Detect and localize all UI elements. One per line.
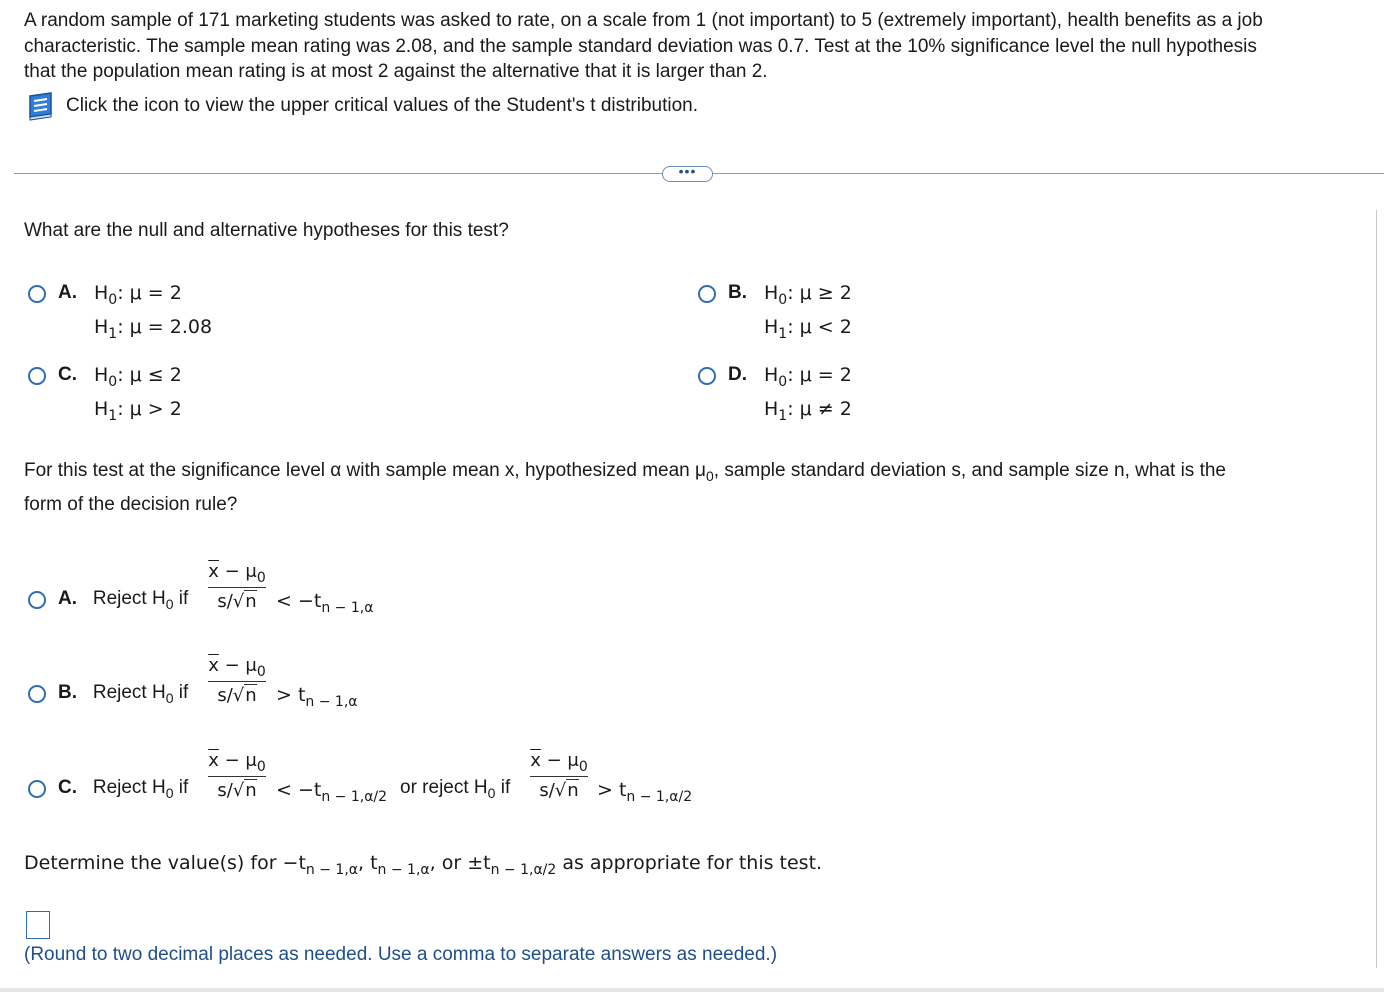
hypothesis-option-d-letter: D. <box>728 364 747 385</box>
hypothesis-option-b-h0: $H_0$: μ ≥ 2 <box>764 282 852 308</box>
t-table-link-label[interactable]: Click the icon to view the upper critical values of the Student's t distribution. <box>66 95 699 116</box>
critical-value-answer-input[interactable] <box>26 911 50 939</box>
decision-option-c-critical-upper: > $t_{n - 1,\alpha/2}$ <box>597 779 693 805</box>
hypothesis-option-c-letter: C. <box>58 364 77 385</box>
decision-option-c-label: C. Reject $H_0$ if <box>58 777 189 801</box>
hypothesis-option-b-radio[interactable] <box>698 285 716 303</box>
question-line-2: characteristic. The sample mean rating was 2.08, and the sample standard deviation was 0.7. Test at the 10% significance level the null hypothesis <box>24 35 1257 57</box>
hypothesis-option-a-radio[interactable] <box>28 285 46 303</box>
hypothesis-option-a-letter: A. <box>58 282 77 303</box>
decision-option-b-critical: > $t_{n - 1,\alpha}$ <box>276 684 358 710</box>
hypothesis-option-c-h0: $H_0$: μ ≤ 2 <box>94 364 182 390</box>
decision-option-c-radio[interactable] <box>28 780 46 798</box>
decision-rule-prompt-line-2: form of the decision rule? <box>24 494 238 515</box>
question-line-3: that the population mean rating is at most 2 against the alternative that it is larger than 2. <box>24 61 768 82</box>
decision-option-a-critical: < $-t_{n - 1,\alpha}$ <box>276 590 374 616</box>
decision-option-c-statistic: $\overline{x} - \mu_0$ s/√n <box>208 750 266 801</box>
decision-option-a-statistic: $\overline{x} - \mu_0$ s/√n <box>208 561 266 612</box>
decision-option-b-radio[interactable] <box>28 685 46 703</box>
rounding-hint: (Round to two decimal places as needed. Use a comma to separate answers as needed.) <box>24 944 778 965</box>
t-table-link[interactable] <box>24 91 698 121</box>
hypothesis-option-a-h1: $H_1$: μ = 2.08 <box>94 316 213 342</box>
decision-option-a-label: A. Reject $H_0$ if <box>58 588 189 612</box>
decision-rule-prompt: For this test at the significance level α with sample mean x, hypothesized mean $\mu_0$, sample standard deviation s, and sample size n, what is the <box>24 460 1227 484</box>
question-text <box>24 8 1379 85</box>
bottom-bar <box>0 988 1384 992</box>
decision-option-a-radio[interactable] <box>28 591 46 609</box>
hypothesis-option-d-radio[interactable] <box>698 367 716 385</box>
decision-option-b-statistic: $\overline{x} - \mu_0$ s/√n <box>208 655 266 706</box>
critical-value-prompt: Determine the value(s) for $-t_{n - 1,\alpha}$, $t_{n - 1,\alpha}$, or $\pm t_{n - 1,\alpha/2}$ as appropriate for this test. <box>24 852 823 878</box>
decision-option-c-statistic-2: $\overline{x} - \mu_0$ s/√n <box>530 750 588 801</box>
hypothesis-option-d-h0: $H_0$: μ = 2 <box>764 364 852 390</box>
hypothesis-option-b-letter: B. <box>728 282 747 303</box>
book-icon[interactable] <box>24 91 58 121</box>
hypothesis-option-d-h1: $H_1$: μ ≠ 2 <box>764 398 852 424</box>
scroll-track[interactable] <box>1376 210 1377 968</box>
decision-option-c-critical-lower: < $-t_{n - 1,\alpha/2}$ <box>276 779 388 805</box>
ellipsis-icon[interactable]: ••• <box>662 166 713 182</box>
hypothesis-option-c-radio[interactable] <box>28 367 46 385</box>
hypotheses-prompt: What are the null and alternative hypotheses for this test? <box>24 220 509 241</box>
hypothesis-option-a-h0: $H_0$: μ = 2 <box>94 282 182 308</box>
hypothesis-option-c-h1: $H_1$: μ > 2 <box>94 398 182 424</box>
hypothesis-option-b-h1: $H_1$: μ < 2 <box>764 316 852 342</box>
decision-option-b-label: B. Reject $H_0$ if <box>58 682 189 706</box>
decision-option-c-or-text: or reject $H_0$ if <box>400 777 511 801</box>
question-line-1: A random sample of 171 marketing students was asked to rate, on a scale from 1 (not important) to 5 (extremely important), health benefits as a job <box>24 10 1263 31</box>
